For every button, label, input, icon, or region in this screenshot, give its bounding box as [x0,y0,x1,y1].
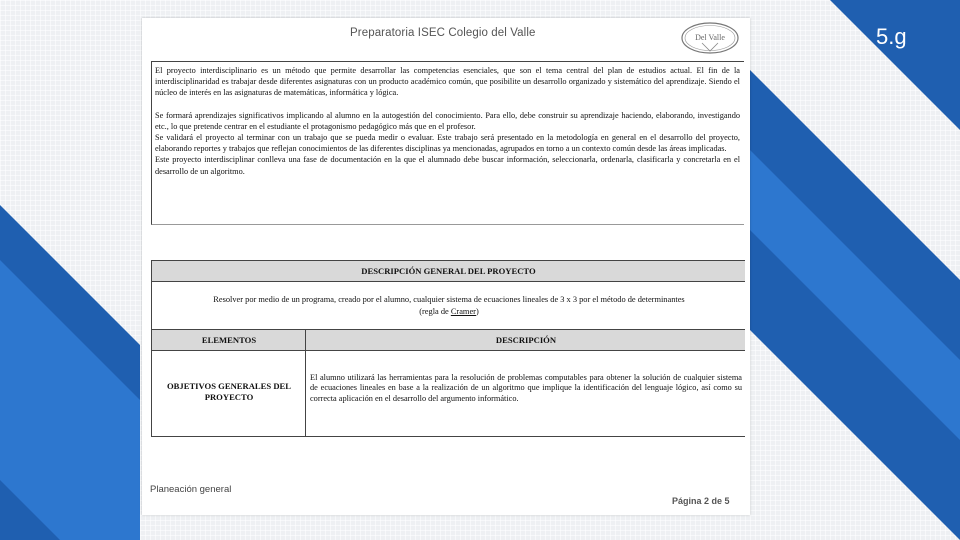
intro-paragraph: Se formará aprendizajes significativos implicando al alumno en la autogestión del conocimiento. Para ello, debe construir su aprendizaje haciendo, elaborando, investigando etc., lo que pretende centrar en el estudiante el protagonismo pedagógico más que en el profesor. [155,110,740,131]
intro-paragraph: Este proyecto interdisciplinar conlleva una fase de documentación en la que el alumnado debe buscar información, seleccionarla, ordenarla, clasificarla y concretarla en el desarrollo de un algoritmo. [155,155,740,176]
column-divider [305,329,306,437]
column-header-row [152,329,745,351]
slide-number: 5.g [876,24,907,49]
logo-text: Del Valle [695,33,725,42]
project-summary [160,294,738,318]
intro-paragraph: El proyecto interdisciplinario es un método que permite desarrollar las competencias esenciales, que son el tema central del plan de estudios actual. El fin de la interdisciplinaridad es trabajar desde diferentes asignaturas con un producto académico común, que posibilite un desarrollo organizado y sistemático del aprendizaje. Siendo el núcleo de interés en las asignaturas de matemáticas, informática y lógica. [155,66,740,98]
document-title: Preparatoria ISEC Colegio del Valle [350,27,536,39]
summary-rule-name: Cramer [450,307,476,316]
document-page [142,18,750,515]
intro-paragraph: Se validará el proyecto al terminar con un trabajo que se pueda medir o evaluar. Este trabajo será presentado en la metodología en general en el desarrollo del proyecto, elaborando reportes y trabajos que reflejan conocimientos de las diferentes disciplinas ya mencionadas, agrupados en torno a un contexto común desde las áreas implicadas. [155,133,740,154]
row-description-objectives: El alumno utilizará las herramientas para la resolución de problemas computables para obtener la solución de cualquier sistema de ecuaciones lineales en base a la realización de un algoritmo que implique la identificación del lenguaje lógico, así como su correcta aplicación en el desarrollo del argumento informático. [310,373,742,403]
footer-left: Planeación general [150,484,232,495]
intro-text-box [151,61,744,225]
column-header-elements: ELEMENTOS [201,335,257,345]
project-description-table [151,260,745,437]
summary-rule-prefix: (regla de [419,307,451,316]
page-number: Página 2 de 5 [672,496,730,506]
summary-rule-suffix: ) [475,307,479,316]
row-label-objectives: OBJETIVOS GENERALES DEL PROYECTO [167,381,291,402]
summary-text: Resolver por medio de un programa, creado por el alumno, cualquier sistema de ecuaciones lineales de 3 x 3 por el método de determinantes [213,295,685,304]
column-header-description: DESCRIPCIÓN [495,335,557,345]
school-logo [680,21,740,55]
table-header: DESCRIPCIÓN GENERAL DEL PROYECTO [152,261,745,282]
